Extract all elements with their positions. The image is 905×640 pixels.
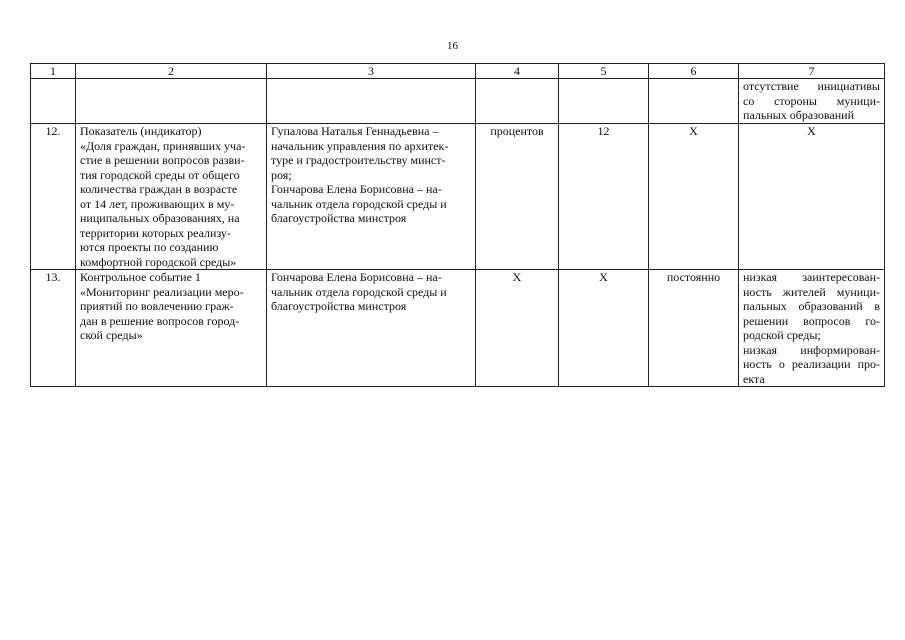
text-line: роя; — [271, 167, 292, 182]
page-number: 16 — [447, 40, 458, 52]
text-line: пальных образований — [743, 108, 854, 122]
text-line: екта — [743, 371, 765, 386]
text-line: благоустройства минстроя — [271, 299, 407, 313]
cell-empty — [649, 79, 739, 124]
text-line: приятий по вовлечению граж- — [80, 299, 234, 313]
text-line: низкая информирован- — [743, 342, 880, 357]
text-line: дан в решение вопросов город- — [80, 313, 240, 328]
column-header-5: 5 — [559, 64, 649, 79]
text-line: от 14 лет, проживающих в му- — [80, 196, 235, 211]
text-line: отсутствие инициативы — [743, 79, 880, 93]
text-line: родской среды; — [743, 328, 821, 342]
column-header-7: 7 — [739, 64, 885, 79]
cell-value: 12 — [559, 124, 649, 270]
cell-unit: процентов — [476, 124, 559, 270]
column-header-1: 1 — [31, 64, 76, 79]
cell-risks — [739, 270, 885, 387]
text-line: тия городской среды от общего — [80, 167, 240, 182]
document-table — [30, 63, 885, 387]
cell-empty — [76, 79, 267, 124]
text-line: Гончарова Елена Борисовна – на- — [271, 182, 442, 196]
text-line: стие в решении вопросов разви- — [80, 153, 245, 167]
text-line: решении вопросов го- — [743, 313, 880, 328]
text-line: со стороны муници- — [743, 93, 880, 108]
text-line: низкая заинтересован- — [743, 270, 880, 284]
text-line: Х — [807, 124, 816, 138]
cell-empty — [267, 79, 476, 124]
table-row-continuation — [31, 79, 885, 124]
text-line: Гончарова Елена Борисовна – на- — [271, 270, 442, 284]
column-header-2: 2 — [76, 64, 267, 79]
text-line: чальник отдела городской среды и — [271, 284, 447, 299]
text-line: ской среды» — [80, 328, 143, 342]
cell-risks — [739, 124, 885, 270]
text-line: ются проекты по созданию — [80, 240, 219, 254]
text-line: комфортной городской среды» — [80, 254, 237, 269]
row-number: 12. — [31, 124, 76, 270]
text-line: Контрольное событие 1 — [80, 270, 201, 284]
text-line: Гупалова Наталья Геннадьевна – — [271, 124, 439, 138]
cell-value: Х — [559, 270, 649, 387]
text-line: начальник управления по архитек- — [271, 138, 449, 153]
text-line: количества граждан в возрасте — [80, 182, 238, 196]
text-line: пальных образований в — [743, 299, 880, 313]
table-row — [31, 124, 885, 270]
text-line: чальник отдела городской среды и — [271, 196, 447, 211]
cell-indicator — [76, 270, 267, 387]
cell-empty — [559, 79, 649, 124]
cell-term: Х — [649, 124, 739, 270]
row-number: 13. — [31, 270, 76, 387]
table-row — [31, 270, 885, 387]
cell-risks — [739, 79, 885, 124]
cell-empty — [31, 79, 76, 124]
text-line: туре и градостроительству минст- — [271, 153, 446, 167]
cell-unit: Х — [476, 270, 559, 387]
text-line: ность жителей муници- — [743, 284, 880, 299]
text-line: ниципальных образованиях, на — [80, 211, 240, 225]
text-line: территории которых реализу- — [80, 225, 231, 240]
cell-responsible — [267, 124, 476, 270]
table-header-row — [31, 64, 885, 79]
text-line: «Мониторинг реализации меро- — [80, 284, 244, 299]
text-line: ность о реализации про- — [743, 357, 880, 371]
text-line: Показатель (индикатор) — [80, 124, 202, 138]
text-line: «Доля граждан, принявших уча- — [80, 138, 246, 153]
column-header-4: 4 — [476, 64, 559, 79]
cell-empty — [476, 79, 559, 124]
text-line: благоустройства минстроя — [271, 211, 407, 225]
cell-term: постоянно — [649, 270, 739, 387]
column-header-6: 6 — [649, 64, 739, 79]
cell-indicator — [76, 124, 267, 270]
column-header-3: 3 — [267, 64, 476, 79]
cell-responsible — [267, 270, 476, 387]
